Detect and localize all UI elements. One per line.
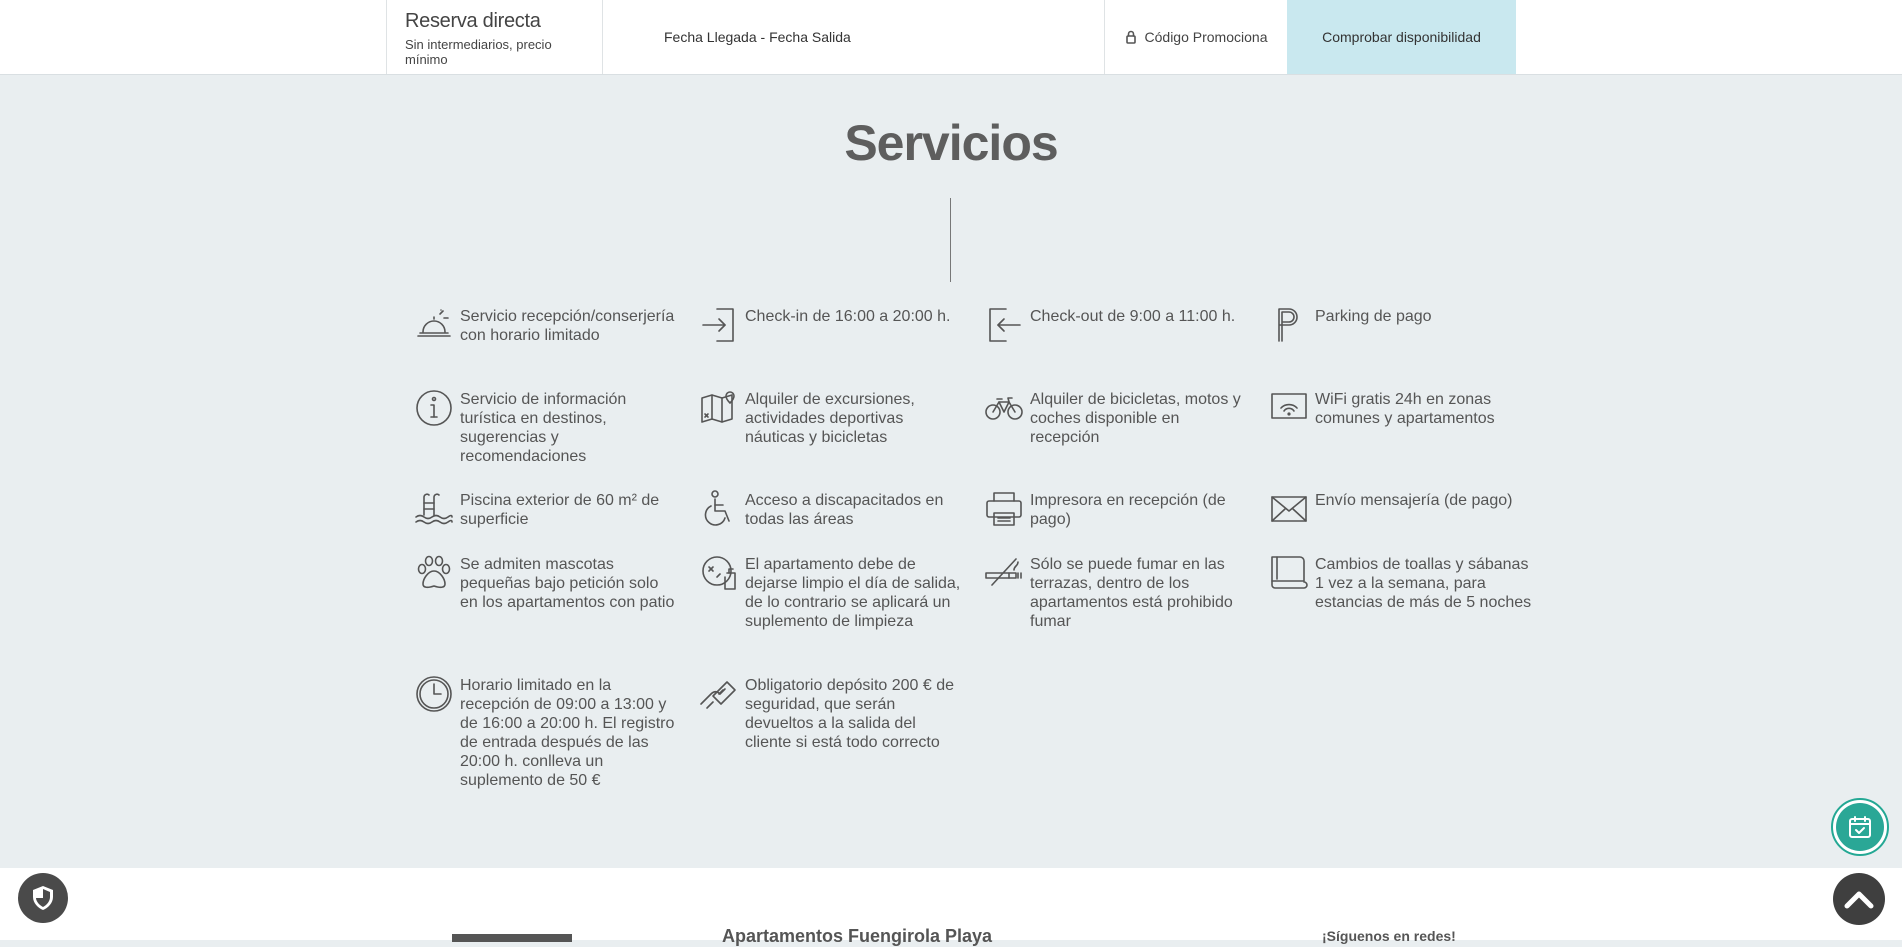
- direct-booking-brand: [386, 0, 603, 74]
- service-text: Alquiler de bicicletas, motos y coches disponible en recepción: [1030, 391, 1241, 446]
- service-item: [984, 555, 1269, 676]
- shield-icon: [31, 885, 55, 911]
- service-item: [699, 307, 984, 390]
- check-out-icon: [984, 305, 1024, 345]
- service-text: Envío mensajería (de pago): [1315, 492, 1513, 509]
- service-text: Se admiten mascotas pequeñas bajo petición solo en los apartamentos con patio: [460, 556, 675, 611]
- promo-code-label: Código Promociona: [1144, 29, 1268, 45]
- lock-icon: [1125, 30, 1137, 44]
- service-item: [699, 390, 984, 491]
- promo-code-button[interactable]: [1105, 0, 1287, 74]
- service-text: Parking de pago: [1315, 308, 1432, 325]
- service-item: [414, 491, 699, 555]
- services-grid: [414, 307, 1532, 796]
- service-text: Sólo se puede fumar en las terrazas, dentro de los apartamentos está prohibido fumar: [1030, 556, 1233, 630]
- check-availability-label: Comprobar disponibilidad: [1322, 29, 1481, 45]
- pool-icon: [414, 489, 454, 529]
- title-divider: [950, 198, 951, 282]
- printer-icon: [984, 489, 1024, 529]
- booking-bar: [0, 0, 1902, 75]
- service-text: Acceso a discapacitados en todas las áreas: [745, 492, 944, 528]
- service-text: Servicio de información turística en destinos, sugerencias y recomendaciones: [460, 391, 627, 465]
- chevron-up-icon: [1843, 889, 1875, 909]
- service-item: [1269, 307, 1554, 390]
- service-text: Impresora en recepción (de pago): [1030, 492, 1226, 528]
- service-item: [984, 390, 1269, 491]
- service-item: [699, 491, 984, 555]
- service-text: Check-in de 16:00 a 20:00 h.: [745, 308, 951, 325]
- booking-calendar-button[interactable]: [1831, 798, 1889, 856]
- parking-icon: [1269, 305, 1309, 345]
- service-item: [414, 390, 699, 491]
- bicycle-icon: [984, 388, 1024, 428]
- service-item: [1269, 555, 1554, 676]
- services-title: Servicios: [844, 115, 1058, 171]
- map-icon: [699, 388, 739, 428]
- service-text: WiFi gratis 24h en zonas comunes y apartamentos: [1315, 391, 1495, 427]
- service-item: [1269, 491, 1554, 555]
- service-text: Piscina exterior de 60 m² de superficie: [460, 492, 660, 528]
- service-item: [699, 555, 984, 676]
- brand-subtitle: Sin intermediarios, precio mínimo: [405, 37, 552, 67]
- wifi-icon: [1269, 388, 1309, 428]
- cleaning-icon: [699, 553, 739, 593]
- service-text: Horario limitado en la recepción de 09:00 a 13:00 y de 16:00 a 20:00 h. El registro de entrada después de las 20:00 h. conlleva un suplemento de 50 €: [460, 677, 675, 789]
- footer: [0, 868, 1902, 946]
- wheelchair-icon: [699, 489, 739, 529]
- no-smoking-icon: [984, 553, 1024, 593]
- calendar-check-icon: [1847, 814, 1873, 840]
- service-item: [414, 676, 699, 796]
- service-item: [414, 555, 699, 676]
- service-item: [1269, 390, 1554, 491]
- service-text: Check-out de 9:00 a 11:00 h.: [1030, 308, 1236, 325]
- service-item: [699, 676, 984, 796]
- footer-hotel-name: Apartamentos Fuengirola Playa: [722, 926, 993, 946]
- service-text: Obligatorio depósito 200 € de seguridad, que serán devueltos a la salida del cliente si está todo correcto: [745, 677, 955, 751]
- mail-icon: [1269, 489, 1309, 529]
- scroll-to-top-button[interactable]: [1833, 873, 1885, 925]
- deposit-icon: [699, 674, 739, 714]
- service-item: [984, 307, 1269, 390]
- date-range-field[interactable]: [603, 0, 1105, 74]
- check-availability-button[interactable]: [1287, 0, 1516, 74]
- date-range-label: Fecha Llegada - Fecha Salida: [664, 29, 851, 45]
- privacy-settings-button[interactable]: [18, 873, 68, 923]
- towels-icon: [1269, 553, 1309, 593]
- service-text: Cambios de toallas y sábanas 1 vez a la semana, para estancias de más de 5 noches: [1315, 556, 1532, 611]
- service-text: Alquiler de excursiones, actividades deportivas náuticas y bicicletas: [745, 391, 915, 446]
- footer-logo: [452, 934, 572, 942]
- info-icon: [414, 388, 454, 428]
- calendar-button-inner: [1836, 803, 1884, 851]
- service-text: El apartamento debe de dejarse limpio el día de salida, de lo contrario se aplicará un suplemento de limpieza: [745, 556, 961, 630]
- clock-icon: [414, 674, 454, 714]
- service-item: [984, 491, 1269, 555]
- paw-icon: [414, 553, 454, 593]
- brand-title: Reserva directa: [405, 10, 541, 32]
- footer-social-title: ¡Síguenos en redes!: [1322, 928, 1456, 944]
- service-item: [414, 307, 699, 390]
- reception-bell-icon: [414, 305, 454, 345]
- service-text: Servicio recepción/conserjería con horario limitado: [460, 308, 675, 344]
- check-in-icon: [699, 305, 739, 345]
